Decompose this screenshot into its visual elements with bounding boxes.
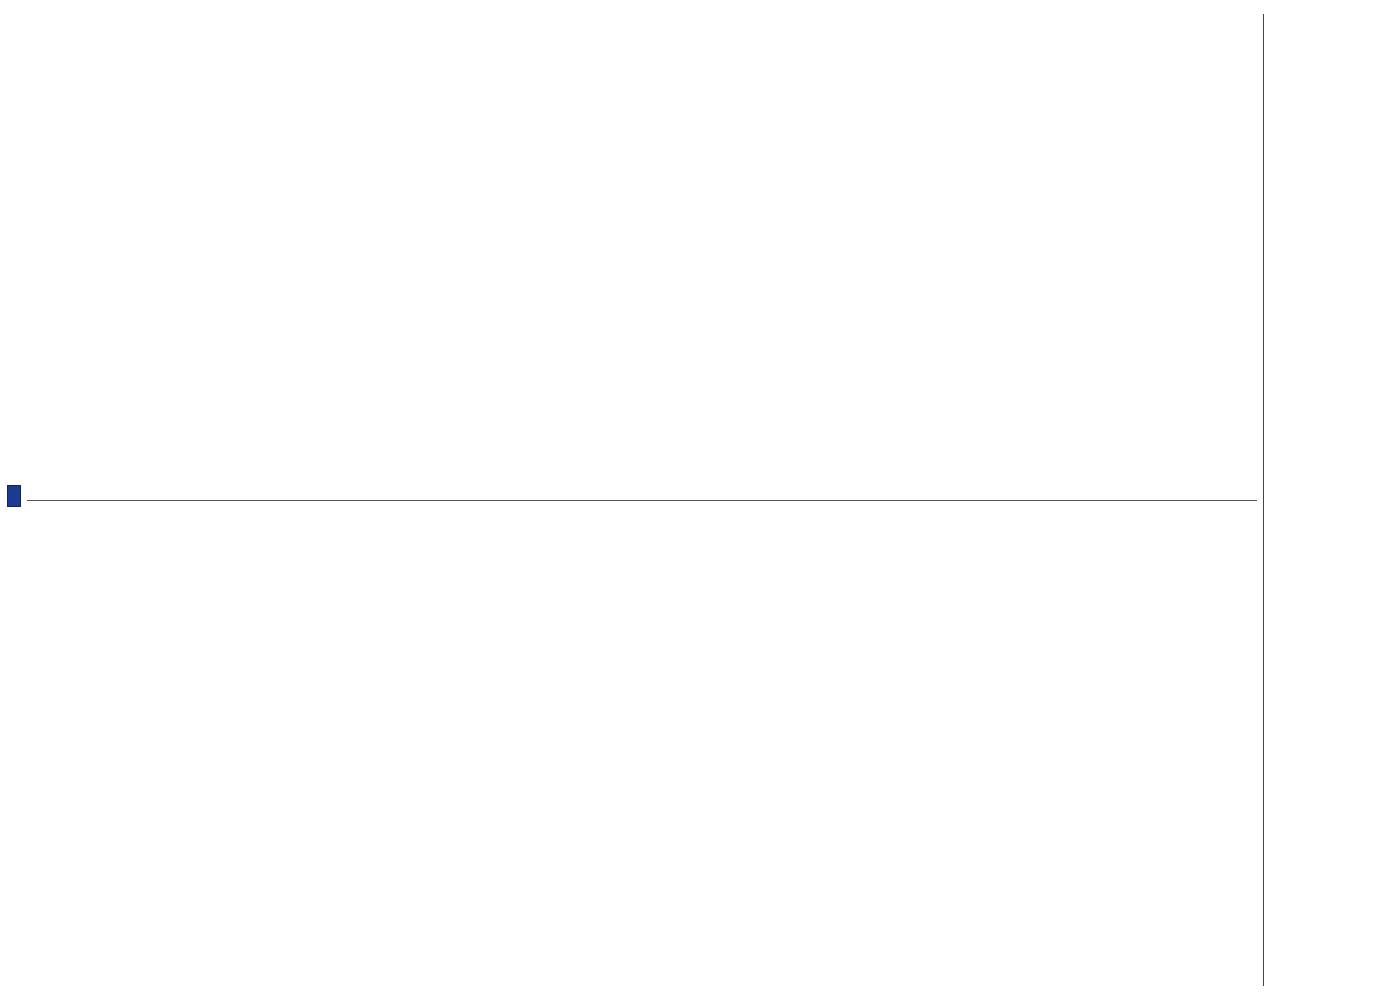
index-column-right: [27, 519, 1257, 987]
index-columns: [27, 14, 1257, 986]
seite-label-right: [1243, 519, 1257, 987]
page-wrapper: [10, 0, 1310, 1000]
running-head: [1263, 14, 1298, 986]
column-divider: [27, 500, 1257, 501]
index-column-left: [27, 14, 1257, 482]
index-page: [10, 0, 1310, 1000]
seite-label-left: [1243, 14, 1257, 482]
